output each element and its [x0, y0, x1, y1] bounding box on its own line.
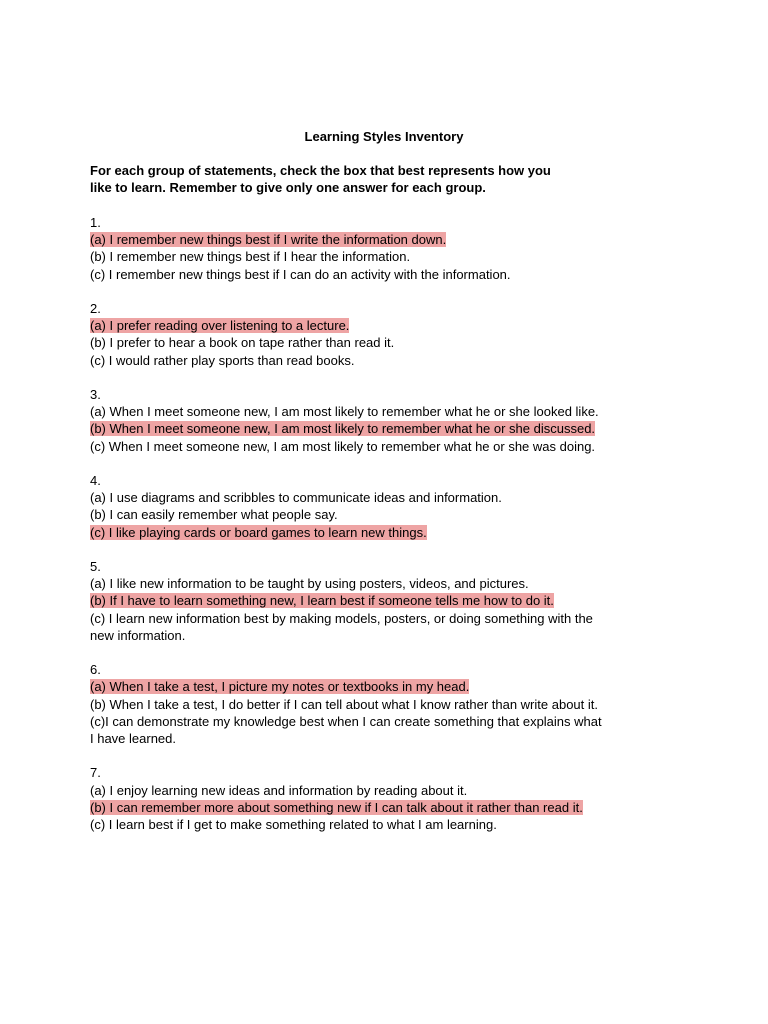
question-group-3 [90, 386, 690, 455]
question-group-4 [90, 472, 690, 541]
question-number: 4. [90, 473, 101, 488]
answer-option-text: (b) If I have to learn something new, I learn best if someone tells me how to do it. [90, 593, 554, 609]
answer-option [90, 266, 690, 283]
answer-option [90, 696, 690, 713]
answer-option-selected [90, 231, 690, 248]
answer-option-text: (a) When I take a test, I picture my notes or textbooks in my head. [90, 679, 470, 695]
answer-option-text: (b) When I take a test, I do better if I can tell about what I know rather than write about it. [90, 696, 598, 712]
answer-option-text: (a) I enjoy learning new ideas and information by reading about it. [90, 782, 468, 798]
question-group-5 [90, 558, 690, 644]
question-list [90, 214, 690, 850]
answer-option [90, 782, 690, 799]
question-number: 1. [90, 215, 101, 230]
answer-option-text: (a) I prefer reading over listening to a lecture. [90, 318, 350, 334]
answer-option-text: (c)I can demonstrate my knowledge best when I can create something that explains what [90, 713, 602, 729]
answer-option-text: (b) I prefer to hear a book on tape rather than read it. [90, 335, 395, 351]
answer-option-text: (c) I would rather play sports than read books. [90, 352, 355, 368]
question-number: 7. [90, 765, 101, 781]
answer-option [90, 816, 690, 833]
answer-option [90, 575, 690, 592]
answer-option-text: (c) I like playing cards or board games to learn new things. [90, 524, 427, 540]
answer-option-selected [90, 420, 690, 437]
question-number: 5. [90, 559, 101, 574]
answer-option-text: (a) When I meet someone new, I am most likely to remember what he or she looked like. [90, 404, 599, 420]
question-number: 3. [90, 387, 101, 402]
question-group-7 [90, 764, 690, 833]
answer-option-selected [90, 678, 690, 695]
answer-option-text: (b) I remember new things best if I hear the information. [90, 249, 411, 265]
answer-option [90, 730, 690, 747]
answer-option-selected [90, 524, 690, 541]
instructions-line: like to learn. Remember to give only one answer for each group. [90, 180, 486, 196]
question-group-2 [90, 300, 690, 369]
question-group-6 [90, 661, 690, 747]
answer-option [90, 627, 690, 644]
answer-option-text: new information. [90, 627, 186, 643]
answer-option-text: (b) When I meet someone new, I am most likely to remember what he or she discussed. [90, 421, 596, 437]
answer-option [90, 352, 690, 369]
answer-option [90, 403, 690, 420]
answer-option [90, 489, 690, 506]
answer-option-text: (a) I remember new things best if I write the information down. [90, 232, 447, 248]
answer-option-text: (c) I learn best if I get to make something related to what I am learning. [90, 817, 497, 833]
answer-option-text: (a) I like new information to be taught by using posters, videos, and pictures. [90, 576, 529, 592]
question-number: 2. [90, 301, 101, 316]
answer-option-text: (b) I can easily remember what people say. [90, 507, 338, 523]
answer-option [90, 506, 690, 523]
question-group-1 [90, 214, 690, 283]
document-title: Learning Styles Inventory [304, 129, 464, 144]
answer-option-text: (c) When I meet someone new, I am most likely to remember what he or she was doing. [90, 438, 596, 454]
answer-option-selected [90, 317, 690, 334]
instructions-line: For each group of statements, check the box that best represents how you [90, 163, 551, 178]
instructions [90, 162, 650, 196]
answer-option [90, 713, 690, 730]
answer-option-selected [90, 799, 690, 816]
answer-option-text: (b) I can remember more about something new if I can talk about it rather than read it. [90, 799, 583, 815]
answer-option [90, 334, 690, 351]
answer-option-selected [90, 592, 690, 609]
answer-option [90, 610, 690, 627]
answer-option-text: (a) I use diagrams and scribbles to communicate ideas and information. [90, 490, 502, 506]
answer-option [90, 438, 690, 455]
answer-option [90, 248, 690, 265]
answer-option-text: I have learned. [90, 731, 177, 747]
question-number: 6. [90, 662, 101, 678]
answer-option-text: (c) I learn new information best by making models, posters, or doing something with the [90, 610, 593, 626]
answer-option-text: (c) I remember new things best if I can do an activity with the information. [90, 266, 511, 282]
